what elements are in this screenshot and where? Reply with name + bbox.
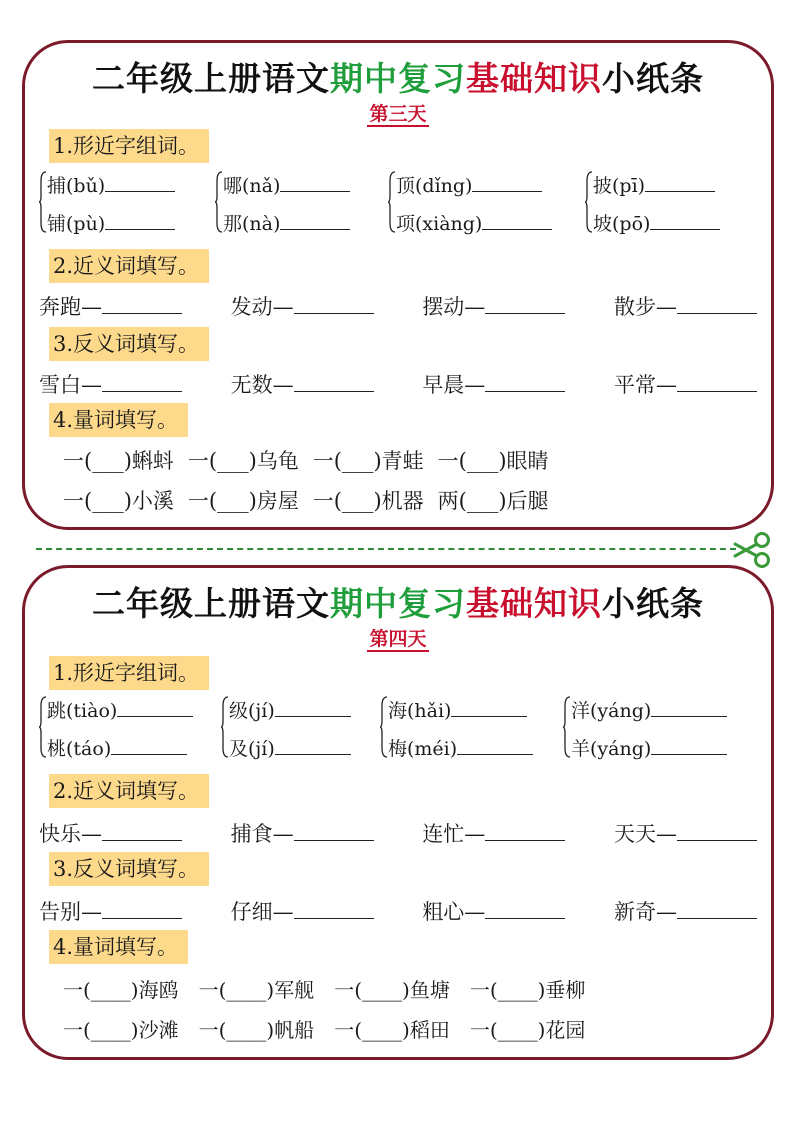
answer-blank[interactable]	[485, 898, 565, 919]
measure-item[interactable]: 一(____)垂柳	[469, 978, 586, 1002]
section-4-heading: 4.量词填写。	[49, 930, 188, 964]
brace-icon	[221, 696, 229, 758]
answer-blank[interactable]	[105, 171, 175, 192]
answer-blank[interactable]	[105, 209, 175, 230]
scissors-icon	[732, 532, 776, 568]
measure-item[interactable]: 一(___)蝌蚪	[63, 449, 174, 473]
answer-blank[interactable]	[677, 820, 757, 841]
measure-item[interactable]: 两(___)后腿	[437, 489, 549, 513]
brace-icon	[563, 696, 571, 758]
card-title	[25, 53, 771, 100]
day-label	[25, 624, 771, 651]
brace-icon	[39, 696, 47, 758]
answer-blank[interactable]	[485, 293, 565, 314]
measure-word-row-2	[63, 1014, 605, 1043]
worksheet-card-day3: 二年级上册语文期中复习基础知识小纸条 第三天 1.形近字组词。 捕(bǔ) 铺(pù) 哪(nǎ) 那(nà) 顶(dǐng) 项(xiàng) 披(pī) 坡(pō) 2.近义词填写。 奔跑— 发动— 摆动— 散步— 3.反义词填写。 雪白— 无数— 早晨— 平常— 4.量词填写。 一(___)蝌蚪 一(___)乌龟 一(___)青蛙 一(___)眼睛 一(___)小溪 一(___)房屋 一(___)机器 两(___)后腿	[22, 40, 774, 530]
measure-item[interactable]: 一(____)沙滩	[63, 1018, 179, 1042]
day-text: 第三天	[369, 103, 427, 125]
answer-blank[interactable]	[275, 696, 351, 717]
section-3-heading: 3.反义词填写。	[49, 327, 209, 361]
title-part-review: 期中复习	[330, 59, 466, 98]
section-2-heading: 2.近义词填写。	[49, 249, 209, 283]
brace-icon	[215, 171, 223, 233]
title-part-basics: 基础知识	[466, 584, 602, 623]
answer-blank[interactable]	[102, 371, 182, 392]
day-label	[25, 99, 771, 126]
answer-blank[interactable]	[651, 696, 727, 717]
worksheet-card-day4: 二年级上册语文期中复习基础知识小纸条 第四天 1.形近字组词。 跳(tiào) 桃(táo) 级(jí) 及(jí) 海(hǎi) 梅(méi) 洋(yáng) 羊(yáng) 2.近义词填写。 快乐— 捕食— 连忙— 天天— 3.反义词填写。 告别— 仔细— 粗心— 新奇— 4.量词填写。 一(____)海鸥 一(____)军舰 一(____)鱼塘 一(____)垂柳 一(____)沙滩 一(____)帆船 一(____)稻田 一(____)花园	[22, 565, 774, 1060]
answer-blank[interactable]	[485, 820, 565, 841]
measure-word-row-1	[63, 974, 605, 1003]
answer-blank[interactable]	[111, 734, 187, 755]
cut-line	[36, 548, 736, 550]
measure-item[interactable]: 一(___)青蛙	[312, 449, 424, 473]
title-part-note: 小纸条	[602, 584, 704, 623]
brace-icon	[39, 171, 47, 233]
answer-blank[interactable]	[677, 898, 757, 919]
title-part-grade: 二年级上册语文	[92, 59, 330, 98]
measure-item[interactable]: 一(____)稻田	[334, 1018, 450, 1042]
title-part-review: 期中复习	[330, 584, 466, 623]
brace-icon	[585, 171, 593, 233]
measure-word-row-2	[63, 485, 563, 515]
antonym-row: 告别— 仔细— 粗心— 新奇—	[39, 896, 757, 926]
answer-blank[interactable]	[102, 898, 182, 919]
answer-blank[interactable]	[677, 371, 757, 392]
title-part-grade: 二年级上册语文	[92, 584, 330, 623]
synonym-row: 快乐— 捕食— 连忙— 天天—	[39, 818, 757, 848]
title-part-basics: 基础知识	[466, 59, 602, 98]
answer-blank[interactable]	[485, 371, 565, 392]
title-part-note: 小纸条	[602, 59, 704, 98]
day-text: 第四天	[369, 628, 427, 650]
answer-blank[interactable]	[280, 209, 350, 230]
measure-item[interactable]: 一(___)机器	[312, 489, 424, 513]
answer-blank[interactable]	[294, 371, 374, 392]
measure-word-row-1	[63, 445, 563, 475]
answer-blank[interactable]	[294, 293, 374, 314]
answer-blank[interactable]	[102, 820, 182, 841]
card-title	[25, 578, 771, 625]
answer-blank[interactable]	[472, 171, 542, 192]
measure-item[interactable]: 一(___)小溪	[63, 489, 174, 513]
brace-icon	[380, 696, 388, 758]
synonym-row: 奔跑— 发动— 摆动— 散步—	[39, 291, 757, 321]
answer-blank[interactable]	[294, 820, 374, 841]
brace-icon	[388, 171, 396, 233]
section-3-heading: 3.反义词填写。	[49, 852, 209, 886]
antonym-row: 雪白— 无数— 早晨— 平常—	[39, 369, 757, 399]
answer-blank[interactable]	[457, 734, 533, 755]
answer-blank[interactable]	[280, 171, 350, 192]
section-4-heading: 4.量词填写。	[49, 403, 188, 437]
measure-item[interactable]: 一(___)房屋	[187, 489, 299, 513]
answer-blank[interactable]	[294, 898, 374, 919]
section-2-heading: 2.近义词填写。	[49, 774, 209, 808]
section-1-heading: 1.形近字组词。	[49, 129, 209, 163]
measure-item[interactable]: 一(____)海鸥	[63, 978, 179, 1002]
measure-item[interactable]: 一(____)帆船	[198, 1018, 315, 1042]
measure-item[interactable]: 一(____)花园	[469, 1018, 586, 1042]
answer-blank[interactable]	[650, 209, 720, 230]
answer-blank[interactable]	[275, 734, 351, 755]
answer-blank[interactable]	[651, 734, 727, 755]
answer-blank[interactable]	[645, 171, 715, 192]
measure-item[interactable]: 一(____)军舰	[198, 978, 315, 1002]
measure-item[interactable]: 一(____)鱼塘	[334, 978, 450, 1002]
answer-blank[interactable]	[451, 696, 527, 717]
section-1-heading: 1.形近字组词。	[49, 656, 209, 690]
measure-item[interactable]: 一(___)眼睛	[437, 449, 549, 473]
measure-item[interactable]: 一(___)乌龟	[187, 449, 299, 473]
answer-blank[interactable]	[677, 293, 757, 314]
answer-blank[interactable]	[117, 696, 193, 717]
answer-blank[interactable]	[102, 293, 182, 314]
answer-blank[interactable]	[482, 209, 552, 230]
